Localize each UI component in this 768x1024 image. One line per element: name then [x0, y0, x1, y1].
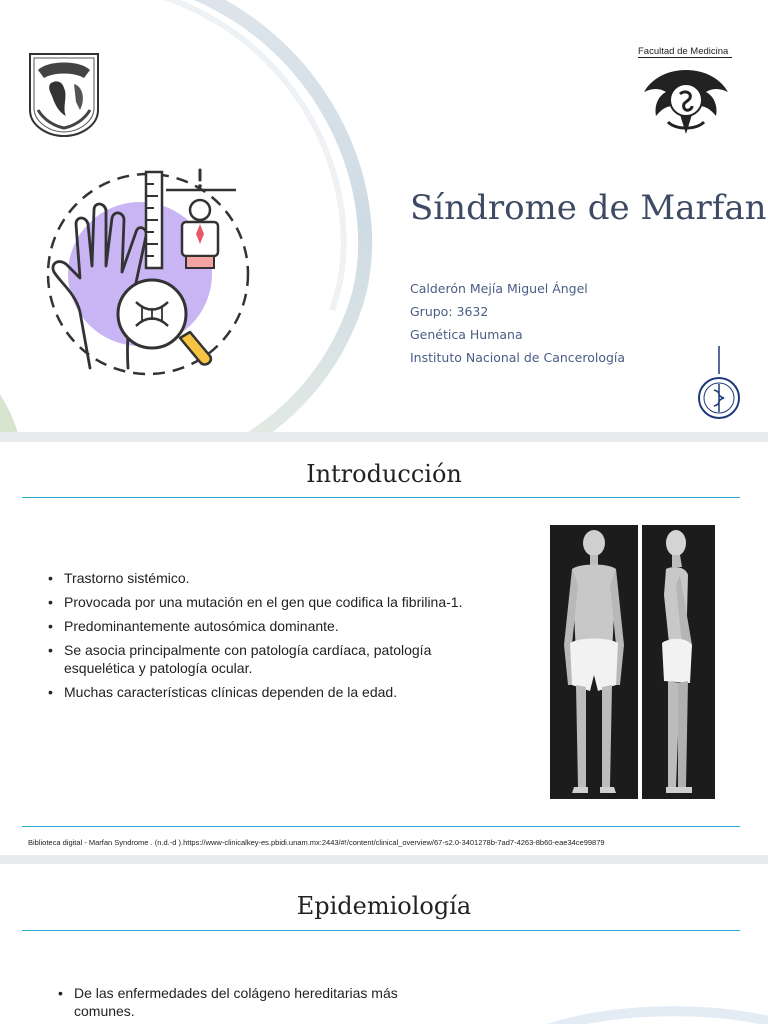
list-item: • Muchas características clínicas dependen de la edad.	[48, 683, 478, 701]
patient-photo-front	[550, 525, 638, 799]
epidemiology-bullet-list	[58, 984, 418, 1024]
title-divider	[22, 930, 740, 931]
patient-photo-side	[642, 525, 715, 799]
genetics-illustration	[40, 162, 260, 382]
author-info	[410, 280, 625, 372]
unam-logo	[24, 50, 104, 138]
intro-title: Introducción	[306, 460, 462, 488]
intro-bullet-list	[48, 569, 478, 707]
reference-citation: Biblioteca digital - Marfan Syndrome . (n.d.-d ).https://www-clinicalkey-es.pbidi.unam.mx:2443/#!/content/clinical_overview/67-s2.0-3401278b-7ad7-4263-8b60-eae34ce99879	[28, 838, 605, 847]
author-name: Calderón Mejía Miguel Ángel	[410, 281, 588, 296]
epidemiology-title: Epidemiología	[296, 892, 472, 920]
list-item: • Trastorno sistémico.	[48, 569, 478, 587]
incan-logo	[696, 344, 742, 420]
facultad-medicina-logo	[638, 46, 734, 138]
group-number: Grupo: 3632	[410, 304, 489, 319]
list-item: • De las enfermedades del colágeno hereditarias más comunes.	[58, 984, 418, 1020]
institute-name: Instituto Nacional de Cancerología	[410, 350, 626, 365]
list-item: • Se asocia principalmente con patología cardíaca, patología esquelética y patología ocular.	[48, 641, 478, 677]
slide-title: Síndrome de Marfan	[410, 188, 767, 228]
facultad-caption: Facultad de Medicina	[638, 46, 732, 58]
epidemiology-slide	[0, 864, 768, 1024]
intro-slide	[0, 442, 768, 855]
list-item: • Provocada por una mutación en el gen que codifica la fibrilina-1.	[48, 593, 478, 611]
reference-divider	[22, 826, 740, 827]
list-item: • Predominantemente autosómica dominante.	[48, 617, 478, 635]
course-name: Genética Humana	[410, 327, 523, 342]
title-slide	[0, 0, 768, 432]
decorative-arc	[540, 1004, 768, 1024]
title-divider	[22, 497, 740, 498]
